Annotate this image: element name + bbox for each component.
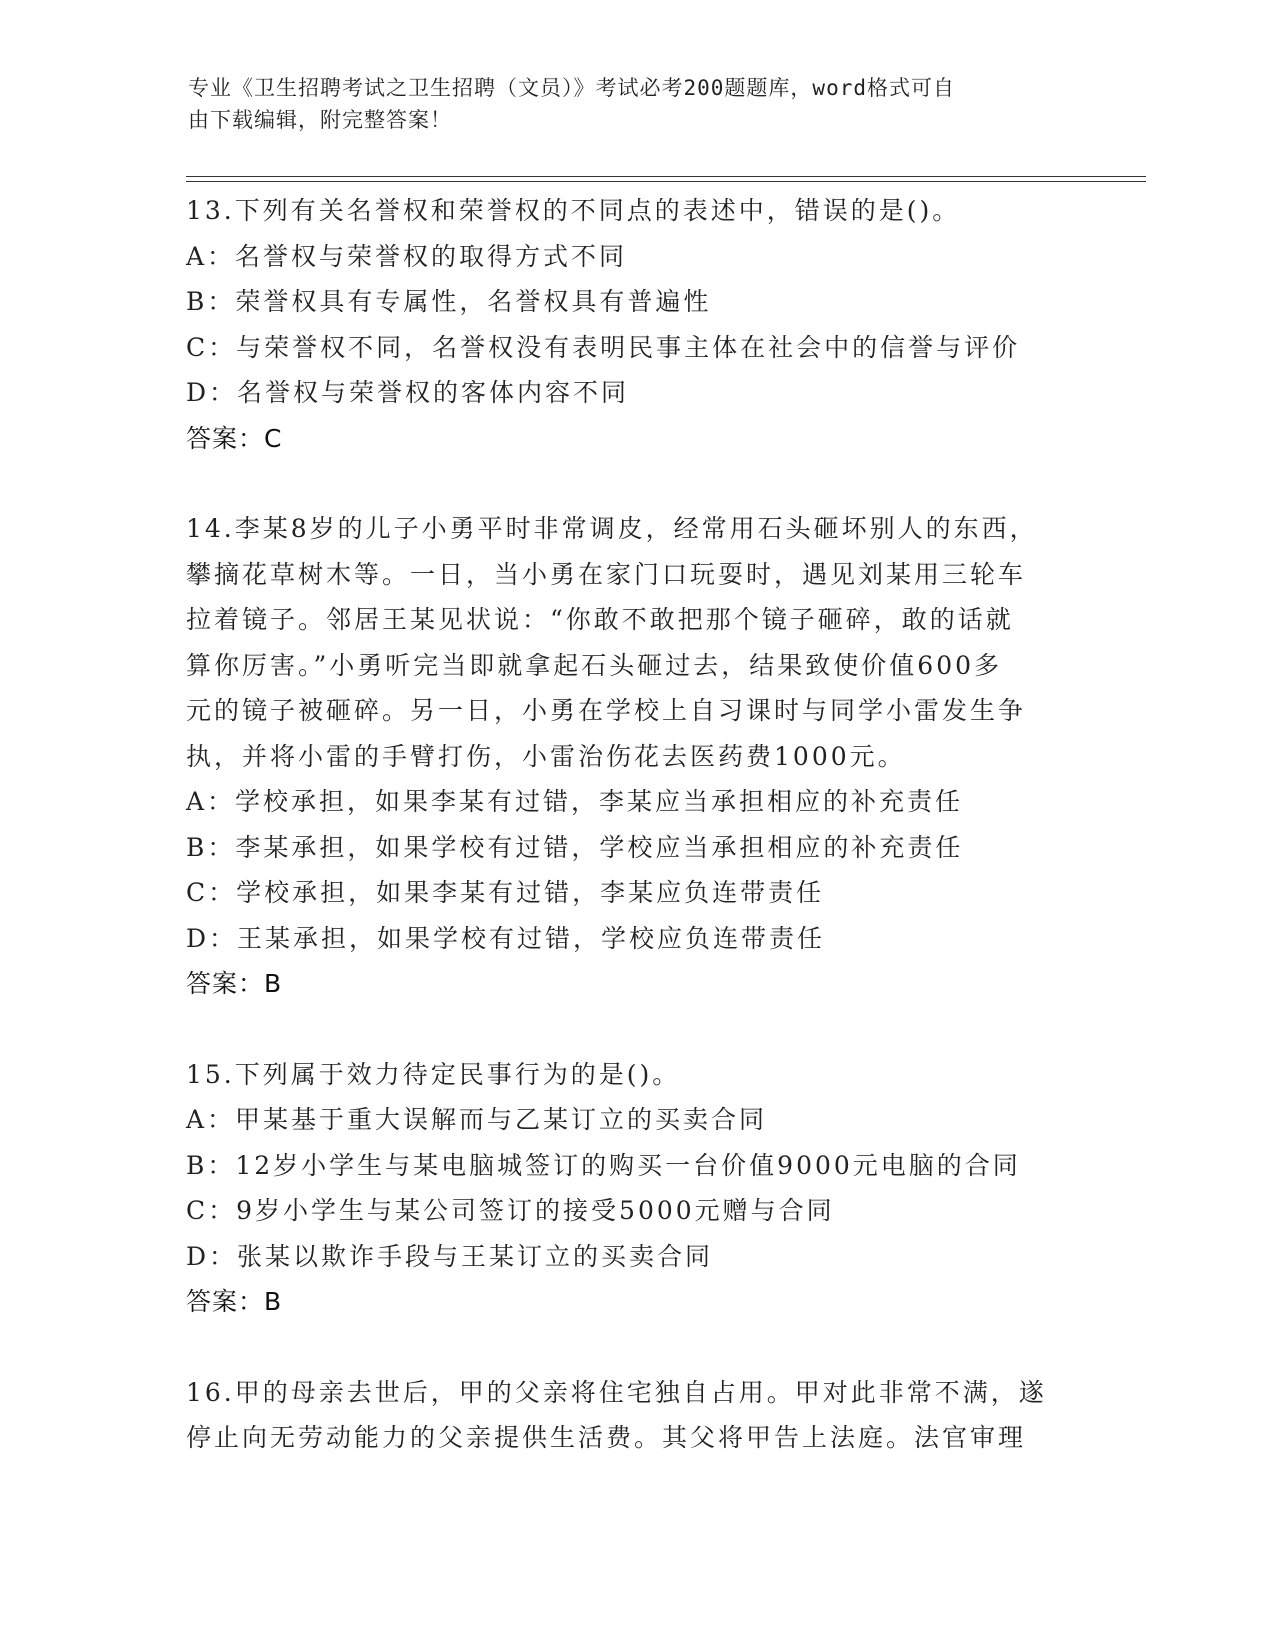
stem-line: 拉着镜子。邻居王某见状说：“你敢不敢把那个镜子砸碎，敢的话就 <box>186 605 1014 634</box>
answer: 答案：C <box>186 423 283 453</box>
stem-line: 停止向无劳动能力的父亲提供生活费。其父将甲告上法庭。法官审理 <box>186 1423 1027 1452</box>
question-stem <box>186 506 1066 779</box>
stem-line: 算你厉害。”小勇听完当即就拿起石头砸过去，结果致使价值600多 <box>186 650 1003 680</box>
question-stem <box>186 1370 1066 1461</box>
stem-line: 执，并将小雷的手臂打伤，小雷治伤花去医药费1000元。 <box>186 741 906 771</box>
stem-line: 元的镜子被砸碎。另一日，小勇在学校上自习课时与同学小雷发生争 <box>186 696 1027 725</box>
answer: 答案：B <box>186 969 283 998</box>
document-header <box>188 72 1068 136</box>
stem-line: 16.甲的母亲去世后，甲的父亲将住宅独自占用。甲对此非常不满，遂 <box>186 1377 1047 1407</box>
option-d: D：王某承担，如果学校有过错，学校应负连带责任 <box>186 923 826 953</box>
option-a: A：名誉权与荣誉权的取得方式不同 <box>186 241 628 271</box>
option-b: B：李某承担，如果学校有过错，学校应当承担相应的补充责任 <box>186 832 964 862</box>
header-divider <box>186 176 1146 177</box>
header-line: 专业《卫生招聘考试之卫生招聘（文员）》考试必考200题题库，word格式可自 <box>188 76 955 100</box>
question-13 <box>186 188 1066 461</box>
stem-line: 13.下列有关名誉权和荣誉权的不同点的表述中，错误的是()。 <box>186 196 961 225</box>
question-stem <box>186 188 1066 234</box>
question-stem <box>186 1052 1066 1098</box>
option-b: B：荣誉权具有专属性，名誉权具有普遍性 <box>186 287 712 316</box>
stem-line: 攀摘花草树木等。一日，当小勇在家门口玩耍时，遇见刘某用三轮车 <box>186 559 1027 589</box>
question-list <box>186 188 1066 1461</box>
question-14 <box>186 506 1066 1007</box>
option-d: D：张某以欺诈手段与王某订立的买卖合同 <box>186 1241 714 1271</box>
question-15 <box>186 1052 1066 1325</box>
stem-line: 14.李某8岁的儿子小勇平时非常调皮，经常用石头砸坏别人的东西， <box>186 514 1038 543</box>
option-c: C：与荣誉权不同，名誉权没有表明民事主体在社会中的信誉与评价 <box>186 332 1021 362</box>
option-c: C：9岁小学生与某公司签订的接受5000元赠与合同 <box>186 1196 835 1225</box>
option-b: B：12岁小学生与某电脑城签订的购买一台价值9000元电脑的合同 <box>186 1150 1021 1180</box>
option-a: A：学校承担，如果李某有过错，李某应当承担相应的补充责任 <box>186 787 964 816</box>
answer: 答案：B <box>186 1287 283 1316</box>
question-16 <box>186 1370 1066 1461</box>
header-divider <box>186 181 1146 182</box>
option-c: C：学校承担，如果李某有过错，李某应负连带责任 <box>186 878 825 907</box>
option-d: D：名誉权与荣誉权的客体内容不同 <box>186 378 630 407</box>
stem-line: 15.下列属于效力待定民事行为的是()。 <box>186 1059 681 1089</box>
option-a: A：甲某基于重大误解而与乙某订立的买卖合同 <box>186 1105 768 1134</box>
header-line: 由下载编辑，附完整答案！ <box>188 108 452 132</box>
